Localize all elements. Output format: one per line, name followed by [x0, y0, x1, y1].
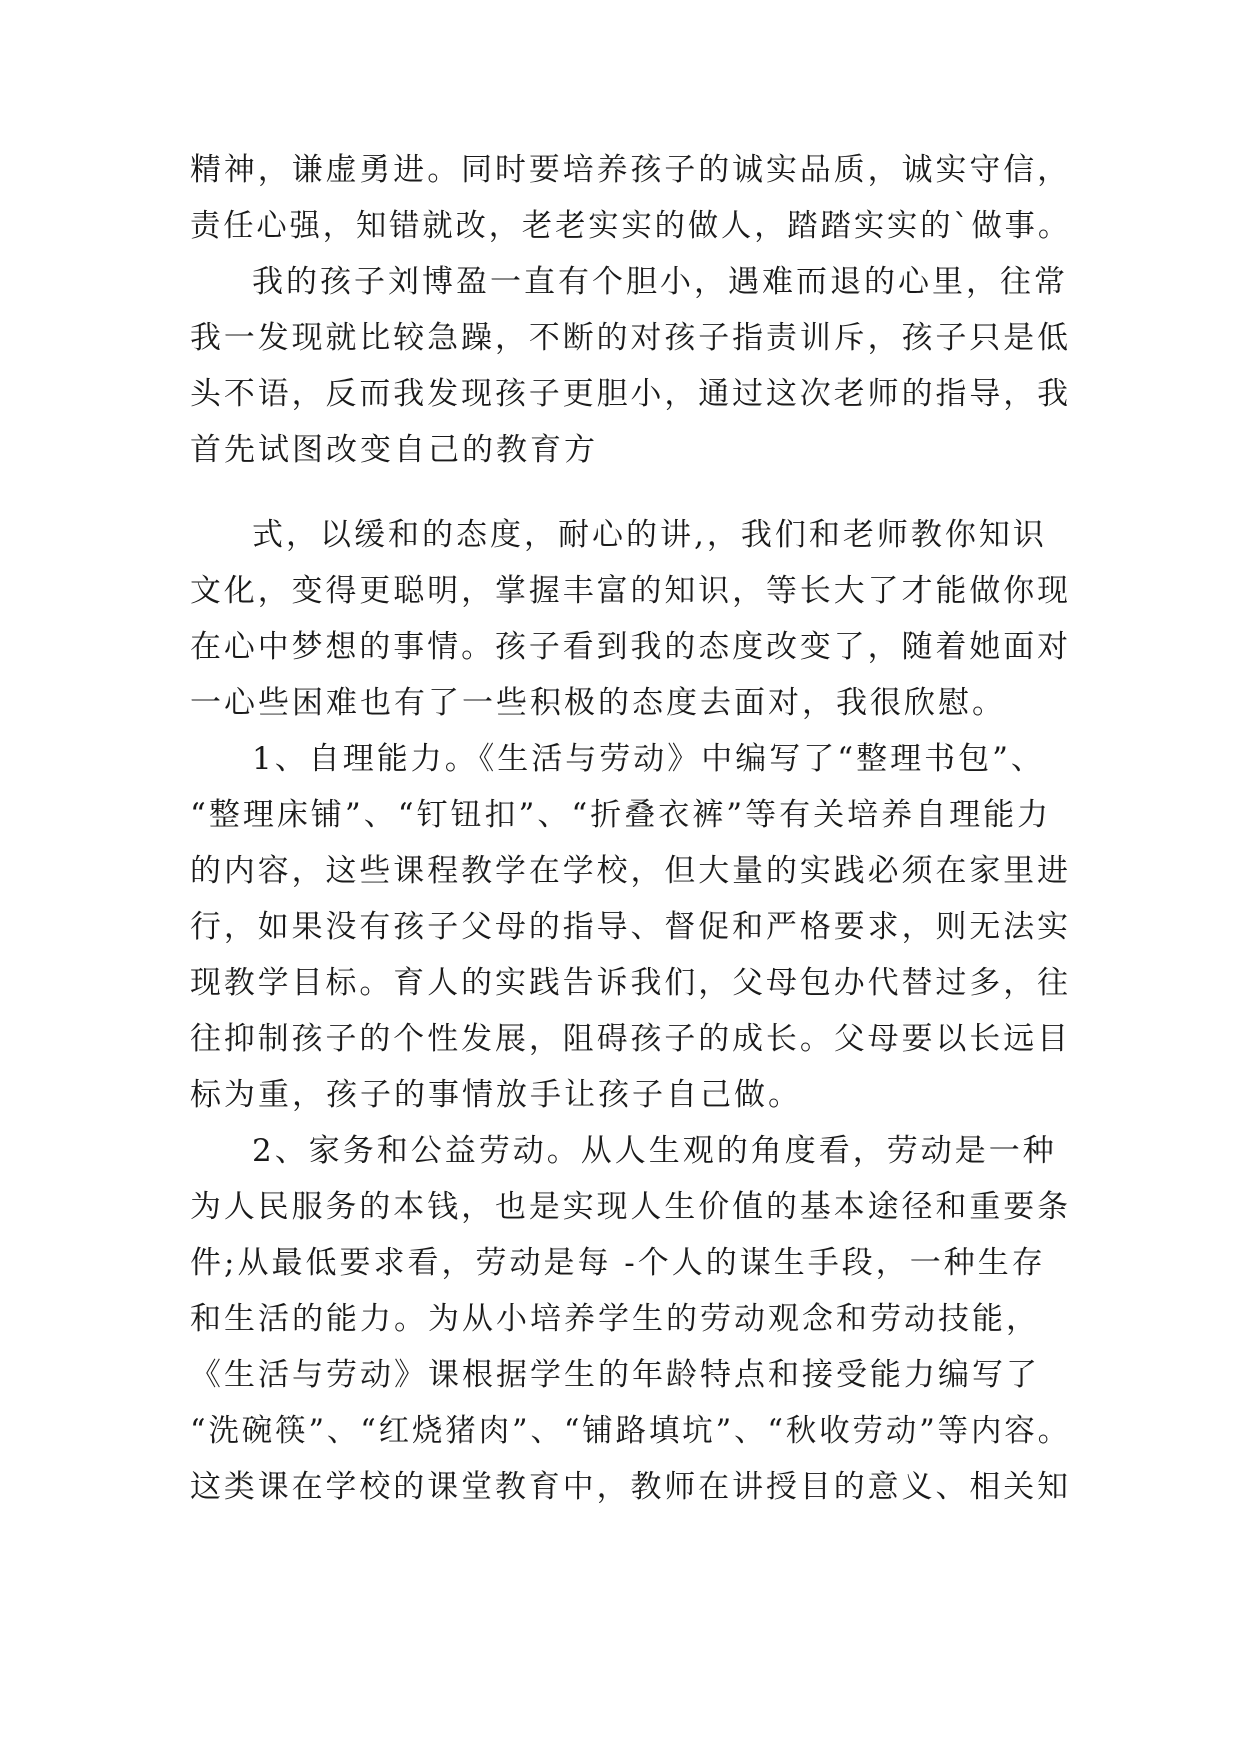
text-line: “整理床铺”、“钉钮扣”、“折叠衣裤”等有关培养自理能力 — [190, 797, 1052, 833]
text-line: 往抑制孩子的个性发展，阻碍孩子的成长。父母要以长远目 — [190, 1021, 1071, 1057]
text-line: 我一发现就比较急躁，不断的对孩子指责训斥，孩子只是低 — [190, 320, 1071, 356]
text-line: 《生活与劳动》课根据学生的年龄特点和接受能力编写了 — [190, 1357, 1040, 1393]
text-line: 2、家务和公益劳动。从人生观的角度看，劳动是一种 — [252, 1133, 1057, 1169]
text-line: 1、自理能力。《生活与劳动》中编写了“整理书包”、 — [252, 741, 1045, 777]
text-line: 这类课在学校的课堂教育中，教师在讲授目的意义、相关知 — [190, 1469, 1071, 1505]
text-line: 首先试图改变自己的教育方 — [190, 432, 598, 468]
text-line: 为人民服务的本钱，也是实现人生价值的基本途径和重要条 — [190, 1189, 1071, 1225]
text-line: 在心中梦想的事情。孩子看到我的态度改变了，随着她面对 — [190, 629, 1071, 665]
text-line: 行，如果没有孩子父母的指导、督促和严格要求，则无法实 — [190, 909, 1071, 945]
text-line: “洗碗筷”、“红烧猪肉”、“铺路填坑”、“秋收劳动”等内容。 — [190, 1413, 1072, 1449]
text-line: 一心些困难也有了一些积极的态度去面对，我很欣慰。 — [190, 685, 1006, 721]
text-line: 件;从最低要求看，劳动是每 -个人的谋生手段，一种生存 — [190, 1245, 1046, 1281]
text-line: 标为重，孩子的事情放手让孩子自己做。 — [190, 1077, 802, 1113]
text-line: 我的孩子刘博盈一直有个胆小，遇难而退的心里，往常 — [252, 264, 1068, 300]
text-line: 头不语，反而我发现孩子更胆小，通过这次老师的指导，我 — [190, 376, 1071, 412]
text-line: 文化，变得更聪明，掌握丰富的知识，等长大了才能做你现 — [190, 573, 1071, 609]
text-line: 现教学目标。育人的实践告诉我们，父母包办代替过多，往 — [190, 965, 1071, 1001]
text-line: 责任心强，知错就改，老老实实的做人，踏踏实实的`做事。 — [190, 208, 1072, 244]
text-line: 的内容，这些课程教学在学校，但大量的实践必须在家里进 — [190, 853, 1071, 889]
text-line: 式，以缓和的态度，耐心的讲,，我们和老师教你知识 — [252, 517, 1047, 553]
text-line: 和生活的能力。为从小培养学生的劳动观念和劳动技能， — [190, 1301, 1040, 1337]
text-line: 精神，谦虚勇进。同时要培养孩子的诚实品质，诚实守信， — [190, 152, 1071, 188]
